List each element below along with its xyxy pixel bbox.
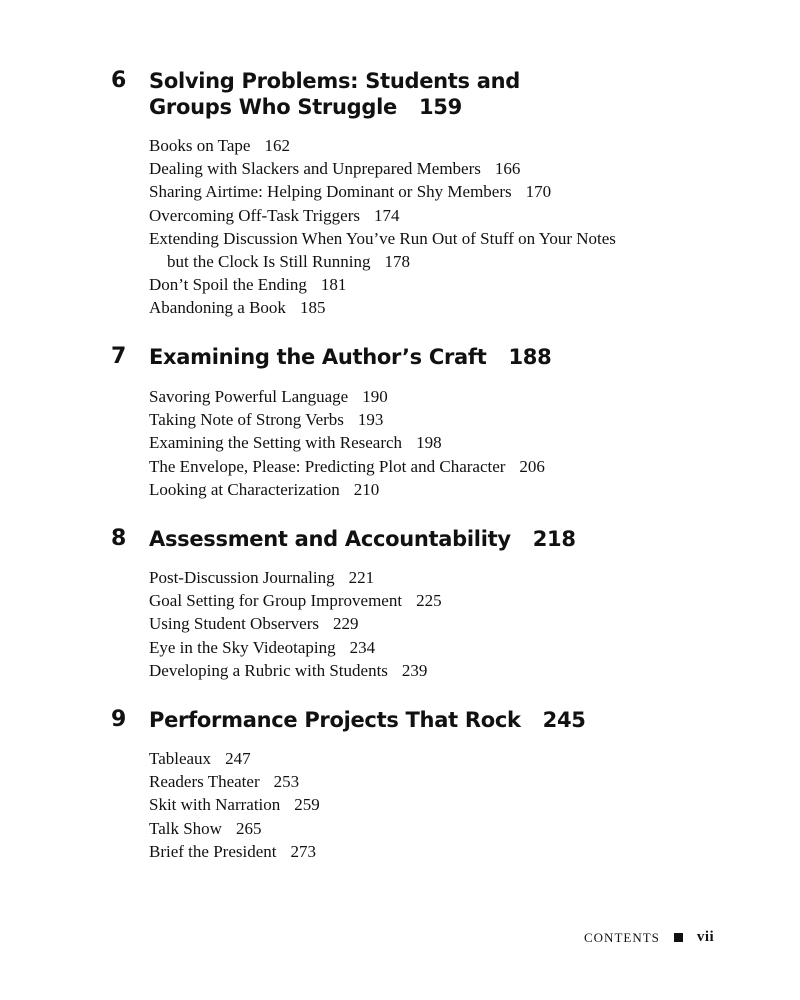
chapter-number: 7 bbox=[111, 344, 127, 369]
chapter-7-entries bbox=[149, 385, 709, 501]
chapter-number: 8 bbox=[111, 526, 127, 551]
toc-entry[interactable] bbox=[149, 204, 709, 227]
toc-entry[interactable] bbox=[149, 840, 709, 863]
chapter-title bbox=[149, 344, 709, 370]
chapter-title bbox=[149, 526, 709, 552]
entry-title: Dealing with Slackers and Unprepared Members bbox=[149, 159, 481, 179]
entry-page: 185 bbox=[299, 298, 326, 318]
entry-page: 259 bbox=[294, 795, 320, 815]
page-footer bbox=[584, 929, 714, 946]
toc-entry[interactable] bbox=[149, 478, 709, 501]
entry-title: Tableaux bbox=[149, 749, 212, 768]
entry-page: 198 bbox=[416, 433, 442, 453]
entry-title: Eye in the Sky Videotaping bbox=[149, 637, 336, 657]
entry-title: Don’t Spoil the Ending bbox=[149, 275, 307, 295]
entry-page: 206 bbox=[519, 456, 545, 476]
entry-title: Overcoming Off-Task Triggers bbox=[149, 205, 360, 225]
toc-entry[interactable] bbox=[149, 408, 709, 431]
chapter-title-text: Performance Projects That Rock bbox=[149, 708, 521, 732]
toc-entry[interactable] bbox=[149, 770, 709, 793]
chapter-title bbox=[149, 707, 709, 733]
toc-entry[interactable] bbox=[149, 431, 709, 454]
entry-title: Talk Show bbox=[149, 818, 222, 838]
toc-entry[interactable] bbox=[149, 180, 709, 203]
entry-page: 190 bbox=[362, 387, 388, 406]
entry-page: 234 bbox=[349, 637, 376, 657]
entry-title: Goal Setting for Group Improvement bbox=[149, 591, 403, 611]
chapter-title-text: Solving Problems: Students and Groups Who Struggle bbox=[149, 69, 521, 119]
toc-entry[interactable] bbox=[149, 612, 709, 635]
entry-title: Abandoning a Book bbox=[149, 298, 286, 318]
entry-title: Savoring Powerful Language bbox=[149, 387, 349, 406]
chapter-page: 188 bbox=[508, 345, 552, 369]
toc-entry[interactable] bbox=[149, 385, 709, 408]
toc-entry[interactable] bbox=[149, 589, 709, 612]
toc-entry[interactable] bbox=[149, 296, 709, 319]
toc-entry[interactable] bbox=[149, 566, 709, 589]
chapter-6-entries bbox=[149, 134, 709, 320]
toc-entry[interactable] bbox=[149, 636, 709, 659]
entry-title: Brief the President bbox=[149, 841, 277, 861]
toc-entry[interactable] bbox=[149, 793, 709, 816]
entry-page: 265 bbox=[235, 818, 262, 838]
entry-page: 178 bbox=[384, 252, 411, 272]
toc-entry[interactable] bbox=[149, 157, 709, 180]
entry-title: Sharing Airtime: Helping Dominant or Shy Members bbox=[149, 182, 512, 202]
toc-entry[interactable] bbox=[149, 455, 709, 478]
chapter-page: 218 bbox=[532, 527, 576, 551]
toc-entry[interactable] bbox=[149, 659, 709, 682]
entry-page: 239 bbox=[401, 660, 428, 680]
entry-title: Using Student Observers bbox=[149, 614, 319, 634]
entry-title: Skit with Narration bbox=[149, 795, 281, 815]
chapter-title bbox=[149, 68, 569, 120]
entry-page: 210 bbox=[353, 479, 380, 499]
entry-page: 181 bbox=[320, 275, 347, 295]
toc-entry[interactable] bbox=[149, 227, 637, 273]
entry-page: 247 bbox=[225, 749, 251, 768]
entry-title: Readers Theater bbox=[149, 772, 260, 792]
entry-title: Extending Discussion When You’ve Run Out of Stuff on Your Notes but the Clock Is Still Running bbox=[149, 228, 616, 272]
page-folio: vii bbox=[696, 929, 715, 945]
toc-entry[interactable] bbox=[149, 134, 709, 157]
chapter-page: 245 bbox=[542, 708, 586, 732]
toc-entry[interactable] bbox=[149, 273, 709, 296]
chapter-number: 9 bbox=[111, 707, 127, 732]
entry-title: Books on Tape bbox=[149, 136, 251, 155]
chapter-page: 159 bbox=[418, 95, 462, 119]
entry-page: 225 bbox=[416, 591, 442, 611]
entry-page: 193 bbox=[357, 410, 384, 430]
chapter-title-text: Examining the Author’s Craft bbox=[149, 345, 487, 369]
entry-title: Post-Discussion Journaling bbox=[149, 568, 335, 587]
entry-page: 170 bbox=[525, 182, 552, 202]
entry-title: Taking Note of Strong Verbs bbox=[149, 410, 344, 430]
entry-page: 273 bbox=[290, 841, 316, 861]
entry-title: Examining the Setting with Research bbox=[149, 433, 403, 453]
toc-entry[interactable] bbox=[149, 817, 709, 840]
chapter-title-text: Assessment and Accountability bbox=[149, 527, 511, 551]
toc-entry[interactable] bbox=[149, 747, 709, 770]
chapter-9-entries bbox=[149, 747, 709, 863]
entry-title: Developing a Rubric with Students bbox=[149, 660, 388, 680]
entry-page: 253 bbox=[273, 772, 300, 792]
entry-page: 229 bbox=[332, 614, 359, 634]
entry-page: 221 bbox=[348, 568, 375, 587]
entry-title: Looking at Characterization bbox=[149, 479, 340, 499]
chapter-8-entries bbox=[149, 566, 709, 682]
footer-label: CONTENTS bbox=[584, 929, 660, 945]
entry-page: 174 bbox=[373, 205, 400, 225]
entry-page: 166 bbox=[494, 159, 521, 179]
entry-page: 162 bbox=[264, 136, 290, 155]
entry-title: The Envelope, Please: Predicting Plot and Character bbox=[149, 456, 506, 476]
chapter-number: 6 bbox=[111, 68, 127, 93]
square-bullet-icon bbox=[674, 933, 683, 942]
